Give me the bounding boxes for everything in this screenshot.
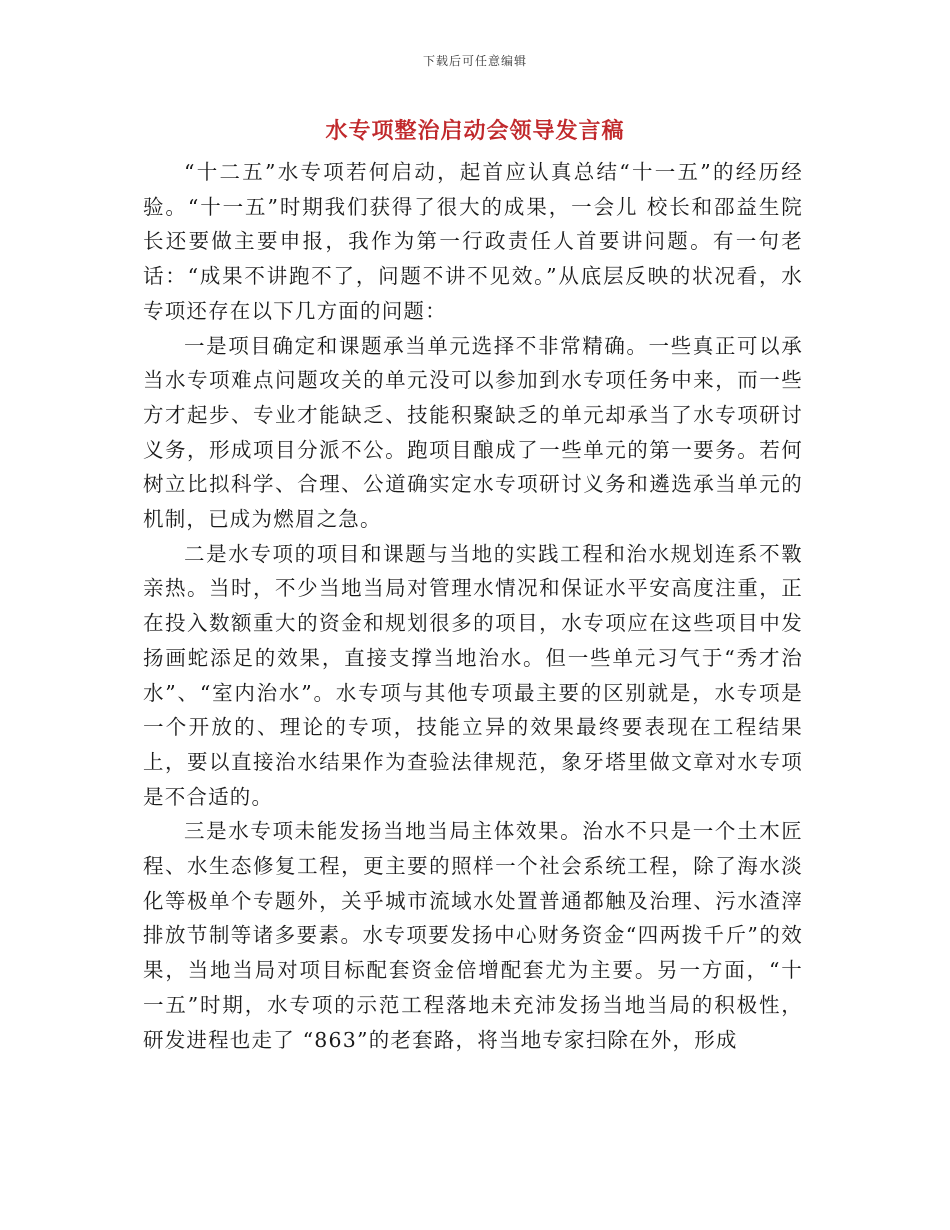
document-body xyxy=(143,155,803,1057)
paragraph-intro: “十二五”水专项若何启动，起首应认真总结“十一五”的经历经验。“十一五”时期我们获得了很大的成果，一会儿 校长和邵益生院长还要做主要申报，我作为第一行政责任人首要讲问题。有一句老话：“成果不讲跑不了，问题不讲不见效。”从底层反映的状况看，水专项还存在以下几方面的问题： xyxy=(143,160,803,323)
paragraph-issue-two: 二是水专项的项目和课题与当地的实践工程和治水规划连系不斁亲热。当时，不少当地当局对管理水情况和保证水平安高度注重，正在投入数额重大的资金和规划很多的项目，水专项应在这些项目中发扬画蛇添足的效果，直接支撑当地治水。但一些单元习气于“秀才治水”、“室内治水”。水专项与其他专项最主要的区别就是，水专项是一个开放的、理论的专项，技能立异的效果最终要表现在工程结果上，要以直接治水结果作为查验法律规范，象牙塔里做文章对水专项是不合适的。 xyxy=(143,541,803,809)
document-title: 水专项整治启动会领导发言稿 xyxy=(325,119,625,144)
paragraph-issue-three: 三是水专项未能发扬当地当局主体效果。治水不只是一个土木匠程、水生态修复工程，更主要的照样一个社会系统工程，除了海水淡化等极单个专题外，关乎城市流域水处置普通都触及治理、污水渣滓排放节制等诸多要素。水专项要发扬中心财务资金“四两拨千斤”的效果，当地当局对项目标配套资金倍增配套尤为主要。另一方面，“十一五”时期，水专项的示范工程落地未充沛发扬当地当局的积极性，研发进程也走了 “863”的老套路，将当地专家扫除在外，形成 xyxy=(143,819,803,1052)
paragraph-issue-one: 一是项目确定和课题承当单元选择不非常精确。一些真正可以承当水专项难点问题攻关的单元没可以参加到水专项任务中来，而一些方才起步、专业才能缺乏、技能积聚缺乏的单元却承当了水专项研讨义务，形成项目分派不公。跑项目酿成了一些单元的第一要务。若何树立比拟科学、合理、公道确实定水专项研讨义务和遴选承当单元的机制，已成为燃眉之急。 xyxy=(143,333,803,532)
page-header-note: 下载后可任意编辑 xyxy=(422,54,527,68)
